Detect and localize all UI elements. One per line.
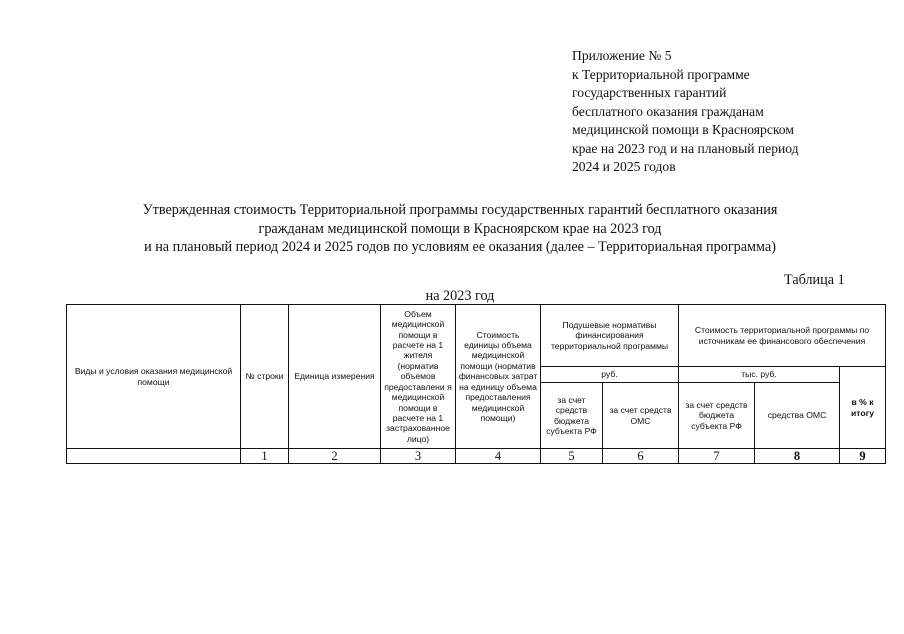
column-number: 3 bbox=[381, 449, 456, 464]
header-budget-rf-per-capita: за счет средств бюджета субъекта РФ bbox=[541, 383, 603, 449]
header-row-no: № строки bbox=[241, 305, 289, 449]
document-title bbox=[0, 201, 904, 257]
appendix-line: 2024 и 2025 годов bbox=[572, 159, 676, 174]
column-number: 7 bbox=[679, 449, 755, 464]
column-number: 5 bbox=[541, 449, 603, 464]
column-number bbox=[67, 449, 241, 464]
title-line: Утвержденная стоимость Территориальной программы государственных гарантий бесплатного оказания bbox=[142, 202, 778, 218]
title-line: гражданам медицинской помощи в Красноярском крае на 2023 год bbox=[258, 220, 662, 237]
appendix-line: крае на 2023 год и на плановый период bbox=[572, 140, 799, 156]
year-caption: на 2023 год bbox=[425, 288, 495, 304]
table-label: Таблица 1 bbox=[784, 272, 845, 288]
column-number: 9 bbox=[840, 449, 886, 464]
header-volume: Объем медицинской помощи в расчете на 1 жителя (норматив объемов предоставлени я медицинской помощи в расчете на 1 застрахованное лицо) bbox=[381, 305, 456, 449]
header-budget-rf-cost: за счет средств бюджета субъекта РФ bbox=[679, 383, 755, 449]
header-per-capita-group: Подушевые нормативы финансирования территориальной программы bbox=[541, 305, 679, 367]
column-number: 2 bbox=[289, 449, 381, 464]
header-unit: Единица измерения bbox=[289, 305, 381, 449]
header-unit-cost: Стоимость единицы объема медицинской помощи (норматив финансовых затрат на единицу объема предоставления медицинской помощи) bbox=[456, 305, 541, 449]
header-kinds: Виды и условия оказания медицинской помощи bbox=[67, 305, 241, 449]
appendix-line: медицинской помощи в Красноярском bbox=[572, 122, 794, 137]
appendix-line: к Территориальной программе bbox=[572, 66, 750, 82]
column-number: 8 bbox=[755, 449, 840, 464]
title-line: и на плановый период 2024 и 2025 годов по условиям ее оказания (далее – Территориальная программа) bbox=[144, 239, 776, 255]
header-oms-cost: средства ОМС bbox=[755, 383, 840, 449]
appendix-line: бесплатного оказания гражданам bbox=[572, 103, 764, 119]
column-number: 6 bbox=[603, 449, 679, 464]
header-thousand-rub: тыс. руб. bbox=[679, 367, 840, 383]
appendix-header bbox=[572, 47, 872, 177]
appendix-line: государственных гарантий bbox=[572, 85, 727, 100]
appendix-line: Приложение № 5 bbox=[572, 48, 672, 63]
header-cost-group: Стоимость территориальной программы по источникам ее финансового обеспечения bbox=[679, 305, 886, 367]
column-number: 4 bbox=[456, 449, 541, 464]
column-number: 1 bbox=[241, 449, 289, 464]
header-rub: руб. bbox=[541, 367, 679, 383]
header-oms-per-capita: за счет средств ОМС bbox=[603, 383, 679, 449]
program-cost-table bbox=[66, 304, 886, 464]
header-percent-total: в % к итогу bbox=[840, 367, 886, 449]
